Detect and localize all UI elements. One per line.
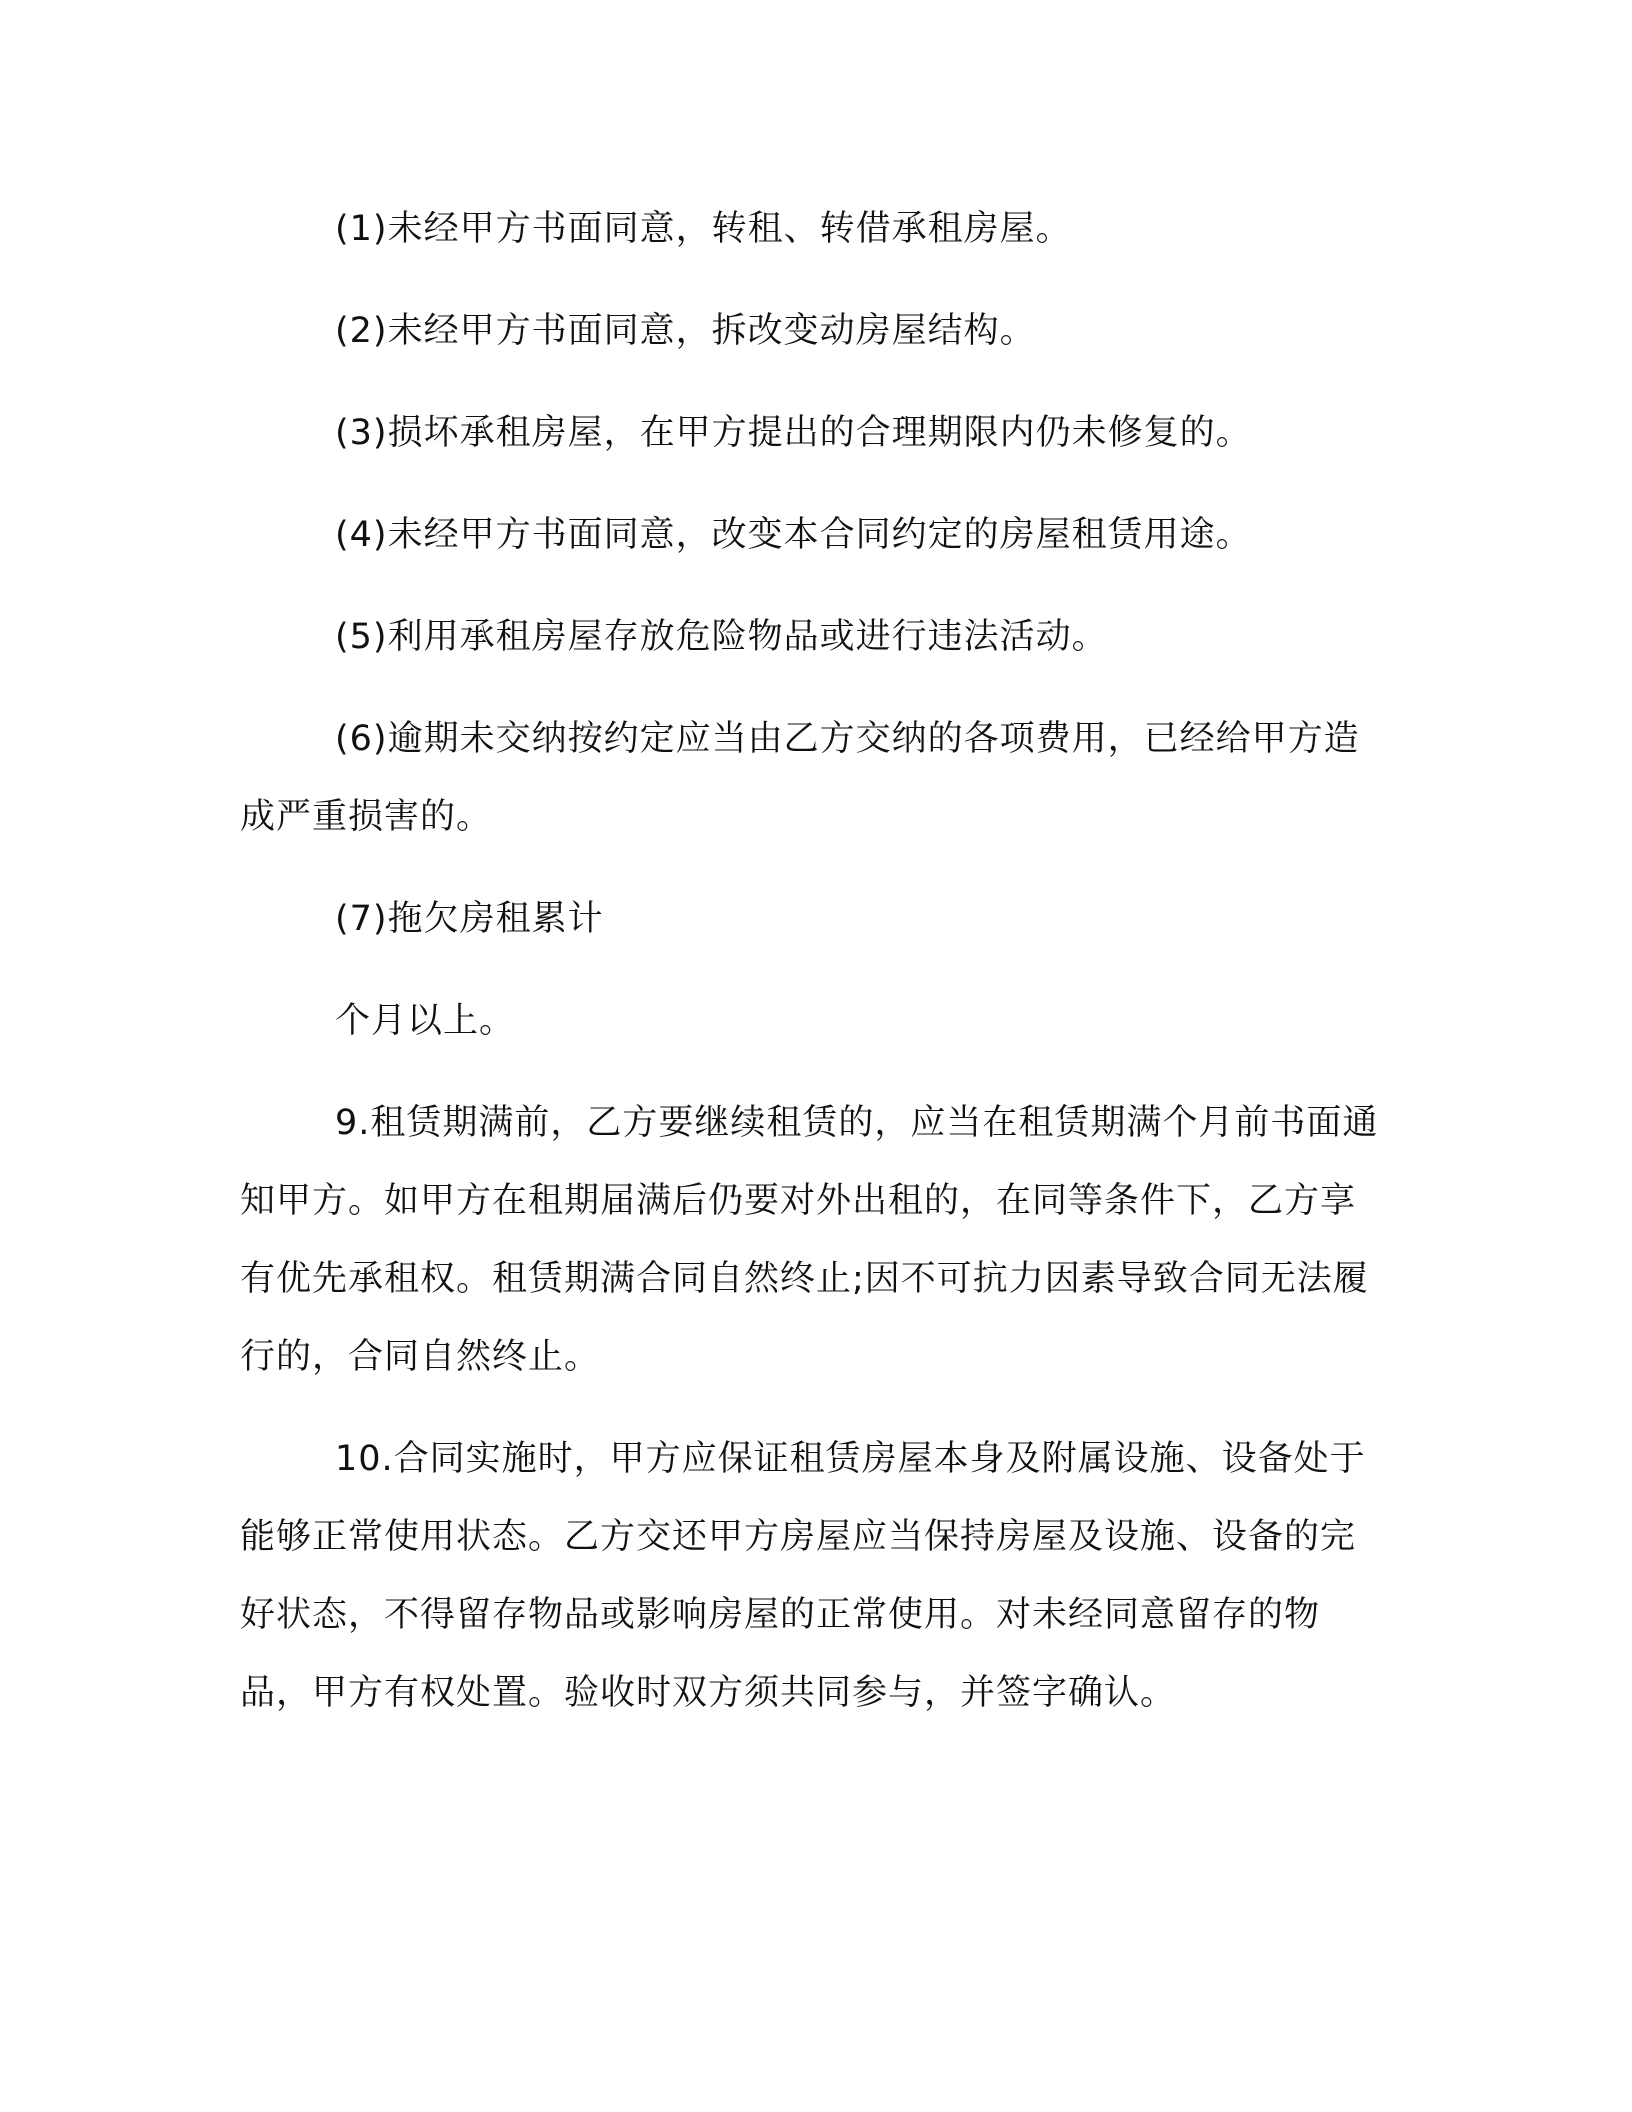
clause-4: (4)未经甲方书面同意，改变本合同约定的房屋租赁用途。 bbox=[335, 515, 1252, 555]
clause-7-continued: 个月以上。 bbox=[335, 1001, 516, 1041]
clause-7: (7)拖欠房租累计 bbox=[335, 899, 604, 939]
clause-5: (5)利用承租房屋存放危险物品或进行违法活动。 bbox=[335, 617, 1108, 657]
article-10: 10.合同实施时，甲方应保证租赁房屋本身及附属设施、设备处于能够正常使用状态。乙方交还甲方房屋应当保持房屋及设施、设备的完好状态，不得留存物品或影响房屋的正常使用。对未经同意留存的物品，甲方有权处置。验收时双方须共同参与，并签字确认。 bbox=[240, 1439, 1366, 1713]
clause-2: (2)未经甲方书面同意，拆改变动房屋结构。 bbox=[335, 311, 1036, 351]
clause-1: (1)未经甲方书面同意，转租、转借承租房屋。 bbox=[335, 209, 1072, 249]
clause-6: (6)逾期未交纳按约定应当由乙方交纳的各项费用，已经给甲方造成严重损害的。 bbox=[240, 719, 1360, 837]
article-9: 9.租赁期满前，乙方要继续租赁的，应当在租赁期满个月前书面通知甲方。如甲方在租期届满后仍要对外出租的，在同等条件下，乙方享有优先承租权。租赁期满合同自然终止;因不可抗力因素导致合同无法履行的，合同自然终止。 bbox=[240, 1103, 1379, 1377]
document-body bbox=[240, 190, 1390, 1732]
clause-3: (3)损坏承租房屋，在甲方提出的合理期限内仍未修复的。 bbox=[335, 413, 1252, 453]
